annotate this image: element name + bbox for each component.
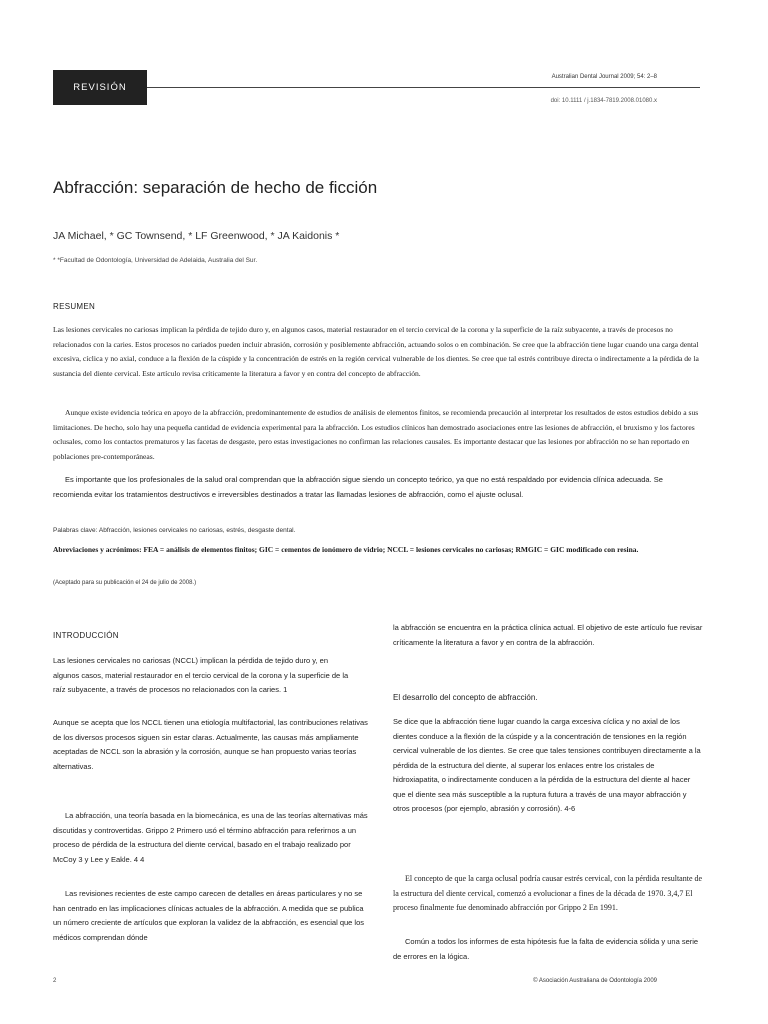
copyright-notice: © Asociación Australiana de Odontología 2009 — [533, 978, 657, 984]
accepted-date: (Aceptado para su publicación el 24 de julio de 2008.) — [53, 580, 197, 586]
doi-link[interactable]: doi: 10.1111 / j.1834-7819.2008.01080.x — [550, 98, 657, 104]
abstract-paragraph-3: Es importante que los profesionales de la salud oral comprendan que la abfracción sigue siendo un concepto teórico, ya que no está respaldado por evidencia clínica adecuada. Se recomienda evitar los tratamientos destructivos e irreversibles destinados a tratar las llamadas lesiones de abfracción, como el ajuste oclusal. — [53, 475, 663, 499]
intro-paragraph-1: Las lesiones cervicales no cariosas (NCCL) implican la pérdida de tejido duro y, en algunos casos, material restaurador en el tercio cervical de la corona y la superficie de la raíz subyacente, a través de procesos no relacionados con la caries. 1 — [53, 656, 349, 694]
header-rule — [147, 87, 700, 88]
abstract-paragraph-1: Las lesiones cervicales no cariosas implican la pérdida de tejido duro y, en algunos casos, material restaurador en el tercio cervical de la corona y la superficie de la raíz subyacente, a través de procesos no relacionados con la caries. Estos procesos no cariados pueden incluir abrasión, corrosión y posiblemente abfracción, actuando solos o en combinación. Se cree que la abfracción tiene lugar cuando una carga dental excesiva, cíclica y no axial, conduce a la flexión de la cúspide y la concentración de estrés en la región cervical vulnerable de los dientes. Se cree que tal estrés contribuye directa o indirectamente a la pérdida de la sustancia del diente cervical. Este artículo revisa críticamente la literatura a favor y en contra del concepto de abfracción. — [53, 325, 699, 378]
affiliation: * *Facultad de Odontología, Universidad de Adelaida, Australia del Sur. — [53, 257, 258, 264]
abstract-heading: RESUMEN — [53, 302, 96, 311]
page-number: 2 — [53, 978, 57, 984]
abbreviations: Abreviaciones y acrónimos: FEA = análisis de elementos finitos; GIC = cementos de ionómero de vidrio; NCCL = lesiones cervicales no cariosas; RMGIC = GIC modificado con resina. — [53, 545, 639, 554]
author-list: JA Michael, * GC Townsend, * LF Greenwood, * JA Kaidonis * — [53, 230, 340, 242]
intro-paragraph-2: Aunque se acepta que los NCCL tienen una etiología multifactorial, las contribuciones relativas de los diversos procesos siguen sin estar claras. Actualmente, las causas más ampliamente aceptadas de NCCL son la abrasión y la corrosión, aunque se han propuesto varias teorías alternativas. — [53, 718, 368, 771]
section-banner: REVISIÓN — [53, 70, 147, 105]
journal-citation: Australian Dental Journal 2009; 54: 2–8 — [551, 74, 657, 80]
abstract-paragraph-2: Aunque existe evidencia teórica en apoyo de la abfracción, predominantemente de estudios de análisis de elementos finitos, se recomienda precaución al interpretar los resultados de estos estudios debido a sus limitaciones. De hecho, solo hay una pequeña cantidad de evidencia experimental para la abfracción. Los estudios clínicos han demostrado asociaciones entre las lesiones de abfracción, el bruxismo y los factores oclusales, como los contactos prematuros y las facetas de desgaste, pero estas investigaciones no confirman las relaciones causales. Es importante destacar que las lesiones por abfracción no se han reportado en poblaciones pre-contemporáneas. — [53, 408, 699, 461]
intro-paragraph-3: La abfracción, una teoría basada en la biomecánica, es una de las teorías alternativas más discutidas y controvertidas. Grippo 2 Primero usó el término abfracción para referirnos a un proceso de pérdida de la estructura del diente cervical, basado en el trabajo realizado por McCoy 3 y Lee y Eakle. 4 4 — [53, 811, 368, 864]
intro-heading: INTRODUCCIÓN — [53, 631, 119, 640]
keywords: Palabras clave: Abfracción, lesiones cervicales no cariosas, estrés, desgaste dental. — [53, 527, 296, 534]
right-paragraph-4: Común a todos los informes de esta hipótesis fue la falta de evidencia sólida y una serie de errores en la lógica. — [393, 937, 699, 961]
article-title: Abfracción: separación de hecho de ficción — [53, 178, 378, 197]
right-paragraph-3: El concepto de que la carga oclusal podría causar estrés cervical, con la pérdida resultante de la estructura del diente cervical, comenzó a evolucionar a fines de la década de 1970. 3,4,7 El proceso finalmente fue denominado abfracción por Grippo 2 En 1991. — [393, 874, 703, 912]
concept-heading: El desarrollo del concepto de abfracción. — [393, 693, 538, 702]
intro-paragraph-4: Las revisiones recientes de este campo carecen de detalles en áreas particulares y no se han centrado en las implicaciones clínicas actuales de la abfracción. A medida que se publica un número creciente de artículos que exploran la validez de la abfracción, es esencial que los médicos comprendan dónde — [53, 889, 365, 942]
right-paragraph-2: Se dice que la abfracción tiene lugar cuando la carga excesiva cíclica y no axial de los dientes conduce a la flexión de la cúspide y a la concentración de tensiones en la región cervical vulnerable de los dientes. Se cree que tales tensiones contribuyen directamente a la pérdida de la estructura del diente, al superar los enlaces entre los cristales de hidroxiapatita, o indirectamente conducen a la pérdida de la estructura del diente al hacer que el diente sea más susceptible a la ruptura futura a través de una mayor abfracción y otros procesos (por ejemplo, abrasión y corrosión). 4-6 — [393, 717, 701, 813]
right-paragraph-1: la abfracción se encuentra en la práctica clínica actual. El objetivo de este artículo fue revisar críticamente la literatura a favor y en contra de la abfracción. — [393, 623, 703, 647]
